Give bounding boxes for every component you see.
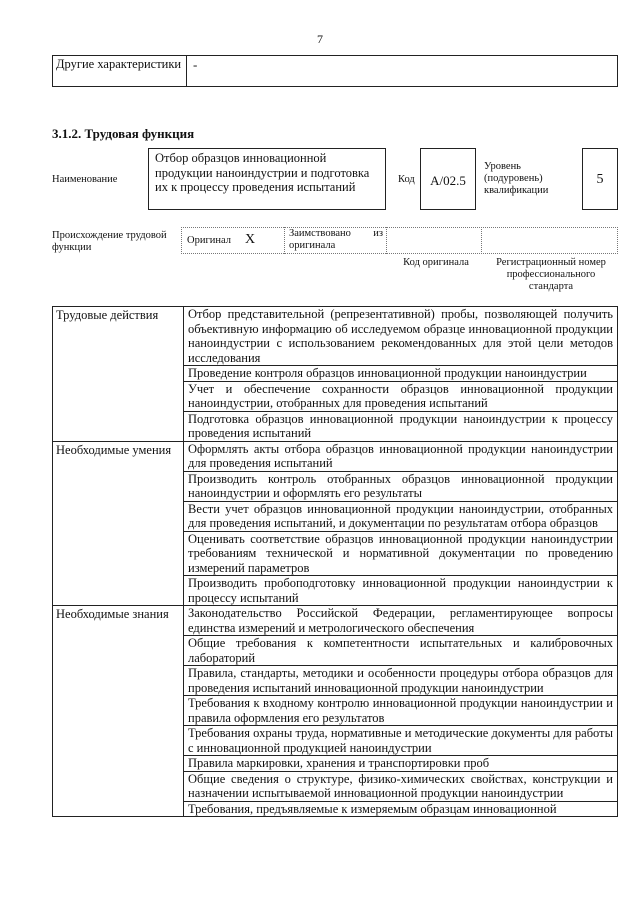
table-cell: Учет и обеспечение сохранности образцов инновационной продукции наноиндустрии, отобранных для проведения испытаний <box>184 381 618 411</box>
function-code: А/02.5 <box>420 148 476 210</box>
table-cell: Отбор представительной (репрезентативной) пробы, позволяющей получить объективную информацию об исследуемом образце инновационной продукции наноиндустрии с использованием рекомендованных для этой цели методов исследования <box>184 307 618 366</box>
table-row <box>53 606 618 636</box>
function-details-table <box>52 306 618 817</box>
table-cell: Требования, предъявляемые к измеряемым образцам инновационной <box>184 801 618 817</box>
level-label: Уровень (подуровень) квалификации <box>484 161 549 196</box>
labor-actions-label: Трудовые действия <box>53 307 184 442</box>
table-cell: Производить пробоподготовку инновационной продукции наноиндустрии к процессу испытаний <box>184 576 618 606</box>
knowledge-label: Необходимые знания <box>53 606 184 817</box>
qualification-level: 5 <box>582 148 618 210</box>
code-original-label: Код оригинала <box>403 257 469 268</box>
borrowed-label: Заимствовано из оригинала <box>289 228 383 251</box>
table-cell: Оценивать соответствие образцов инновационной продукции наноиндустрии требованиям технической и нормативной документации по проведению измерений параметров <box>184 531 618 576</box>
table-row <box>53 441 618 471</box>
page-number: 7 <box>317 32 323 46</box>
table-cell: Общие требования к компетентности испытательных и калибровочных лабораторий <box>184 636 618 666</box>
table-cell: Оформлять акты отбора образцов инновационной продукции наноиндустрии для проведения испытаний <box>184 441 618 471</box>
other-characteristics-label: Другие характеристики <box>53 56 187 86</box>
original-mark: Х <box>245 232 256 247</box>
table-cell: Законодательство Российской Федерации, регламентирующее вопросы единства измерений и метрологического обеспечения <box>184 606 618 636</box>
table-cell: Проведение контроля образцов инновационной продукции наноиндустрии <box>184 366 618 382</box>
other-characteristics-table <box>52 55 618 87</box>
table-cell: Требования охраны труда, нормативные и методические документы для работы с инновационной продукцией наноиндустрии <box>184 726 618 756</box>
table-cell: Вести учет образцов инновационной продукции наноиндустрии, отобранных для проведения испытаний, и документации по результатам отбора образцов <box>184 501 618 531</box>
function-name: Отбор образцов инновационной продукции наноиндустрии и подготовка их к процессу проведения испытаний <box>148 148 386 210</box>
table-cell: Правила маркировки, хранения и транспортировки проб <box>184 756 618 772</box>
origin-row <box>181 227 618 254</box>
table-row <box>53 307 618 366</box>
table-cell: Требования к входному контролю инновационной продукции наноиндустрии и правила оформления его результатов <box>184 696 618 726</box>
table-cell: Подготовка образцов инновационной продукции наноиндустрии к процессу проведения испытаний <box>184 411 618 441</box>
original-label: Оригинал <box>187 235 231 246</box>
name-label: Наименование <box>52 174 118 185</box>
origin-label: Происхождение трудовой функции <box>52 230 167 253</box>
code-label: Код <box>398 174 415 185</box>
table-cell: Производить контроль отобранных образцов инновационной продукции наноиндустрии и оформлять его результаты <box>184 471 618 501</box>
table-cell: Общие сведения о структуре, физико-химических свойствах, конструкции и назначении испытываемой инновационной продукции наноиндустрии <box>184 771 618 801</box>
section-title: 3.1.2. Трудовая функция <box>52 126 195 141</box>
registration-number-label: Регистрационный номер профессионального стандарта <box>496 257 606 292</box>
table-cell: Правила, стандарты, методики и особенности процедуры отбора образцов для проведения испытаний инновационной продукции наноиндустрии <box>184 666 618 696</box>
skills-label: Необходимые умения <box>53 441 184 606</box>
other-characteristics-value: - <box>193 57 198 72</box>
